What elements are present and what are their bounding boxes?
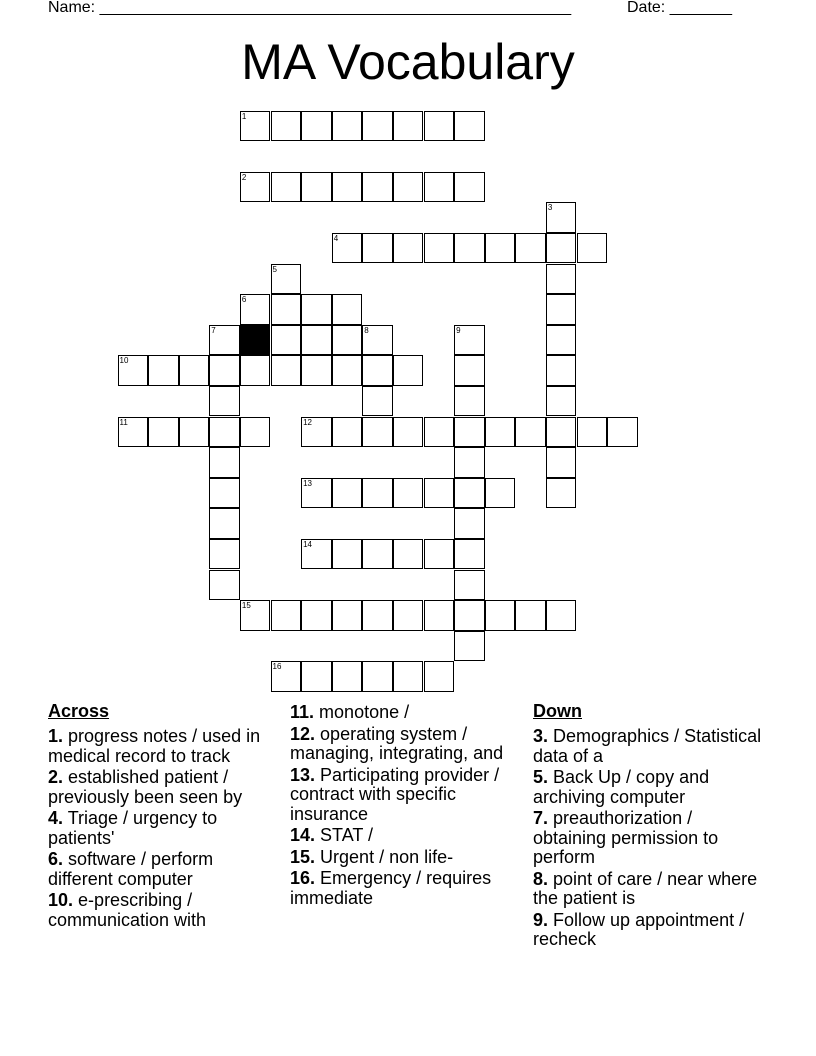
across-heading: Across <box>48 701 110 721</box>
crossword-cell[interactable] <box>546 417 577 448</box>
crossword-cell[interactable] <box>577 417 608 448</box>
crossword-cell[interactable] <box>332 294 363 325</box>
clue-number: 1. <box>48 726 64 746</box>
across-clues <box>48 700 280 932</box>
crossword-cell[interactable] <box>485 478 516 509</box>
crossword-cell[interactable] <box>209 417 240 448</box>
clue-text: Urgent / non life- <box>320 846 454 867</box>
crossword-cell[interactable] <box>332 233 363 264</box>
cell-number: 4 <box>333 233 339 243</box>
crossword-cell[interactable] <box>454 355 485 386</box>
clue-number: 3. <box>533 726 549 746</box>
clue-number: 7. <box>533 808 549 828</box>
clue-text: Emergency / requires immediate <box>290 868 492 908</box>
crossword-cell[interactable] <box>607 417 638 448</box>
crossword-cell[interactable] <box>454 172 485 203</box>
crossword-cell[interactable] <box>209 478 240 509</box>
crossword-cell[interactable] <box>454 386 485 417</box>
cell-number: 8 <box>364 325 369 335</box>
clue-number: 4. <box>48 808 64 828</box>
clue-across-10 <box>48 891 280 930</box>
crossword-cell[interactable] <box>301 417 332 448</box>
clue-text: progress notes / used in medical record to track <box>48 726 261 766</box>
crossword-cell[interactable] <box>362 600 393 631</box>
crossword-cell[interactable] <box>485 233 516 264</box>
crossword-cell[interactable] <box>332 478 363 509</box>
crossword-cell[interactable] <box>240 294 271 325</box>
crossword-cell[interactable] <box>577 233 608 264</box>
crossword-cell[interactable] <box>301 172 332 203</box>
crossword-cell[interactable] <box>332 172 363 203</box>
crossword-cell[interactable] <box>546 355 577 386</box>
cell-number: 16 <box>272 662 282 672</box>
clue-number: 6. <box>48 849 64 869</box>
clue-text: STAT / <box>320 825 374 845</box>
crossword-cell[interactable] <box>546 294 577 325</box>
clue-across-14 <box>290 826 505 846</box>
clue-number: 5. <box>533 767 549 787</box>
crossword-cell[interactable] <box>546 478 577 509</box>
crossword-cell[interactable] <box>454 631 485 662</box>
clue-across-6 <box>48 850 280 889</box>
page-title: MA Vocabulary <box>241 34 575 90</box>
crossword-cell[interactable] <box>209 570 240 601</box>
crossword-cell[interactable] <box>118 355 149 386</box>
crossword-cell[interactable] <box>546 202 577 233</box>
clue-across-2 <box>48 768 280 807</box>
cell-number: 9 <box>456 325 461 335</box>
crossword-cell[interactable] <box>240 111 271 142</box>
clue-text: Demographics / Statistical data of a <box>533 726 762 766</box>
crossword-cell[interactable] <box>209 539 240 570</box>
crossword-cell[interactable] <box>362 355 393 386</box>
crossword-cell[interactable] <box>301 600 332 631</box>
crossword-cell[interactable] <box>332 325 363 356</box>
crossword-cell[interactable] <box>454 570 485 601</box>
clue-across-12 <box>290 725 505 764</box>
clue-down-7 <box>533 809 763 868</box>
crossword-cell[interactable] <box>454 417 485 448</box>
crossword-cell[interactable] <box>393 111 424 142</box>
crossword-cell[interactable] <box>148 355 179 386</box>
crossword-cell[interactable] <box>424 478 455 509</box>
clue-text: point of care / near where the patient is <box>533 868 758 908</box>
crossword-cell[interactable] <box>546 233 577 264</box>
crossword-cell[interactable] <box>332 355 363 386</box>
crossword-cell[interactable] <box>301 111 332 142</box>
crossword-cell[interactable] <box>271 172 302 203</box>
crossword-cell[interactable] <box>362 386 393 417</box>
crossword-cell[interactable] <box>179 417 210 448</box>
cell-number: 6 <box>241 295 247 305</box>
crossword-cell[interactable] <box>546 264 577 295</box>
clue-text: established patient / previously been seen by <box>48 767 243 807</box>
clue-text: Follow up appointment / recheck <box>533 909 745 949</box>
crossword-cell[interactable] <box>362 539 393 570</box>
down-heading: Down <box>533 701 582 721</box>
clue-text: preauthorization / obtaining permission to perform <box>533 808 719 867</box>
crossword-cell[interactable] <box>424 539 455 570</box>
crossword-cell[interactable] <box>454 233 485 264</box>
crossword-cell[interactable] <box>271 600 302 631</box>
clue-across-1 <box>48 727 280 766</box>
crossword-cell[interactable] <box>362 233 393 264</box>
clue-text: software / perform different computer <box>48 849 214 889</box>
crossword-cell[interactable] <box>362 417 393 448</box>
clue-across-4 <box>48 809 280 848</box>
crossword-cell[interactable] <box>424 233 455 264</box>
cell-number: 12 <box>303 417 312 427</box>
crossword-cell[interactable] <box>485 600 516 631</box>
clue-across-15 <box>290 848 505 868</box>
crossword-cell[interactable] <box>301 661 332 692</box>
crossword-cell[interactable] <box>209 325 240 356</box>
crossword-cell[interactable] <box>209 386 240 417</box>
clue-number: 15. <box>290 846 316 867</box>
crossword-cell[interactable] <box>301 539 332 570</box>
crossword-cell[interactable] <box>240 600 271 631</box>
crossword-cell[interactable] <box>424 661 455 692</box>
cell-number: 11 <box>119 417 128 427</box>
crossword-cell[interactable] <box>454 447 485 478</box>
crossword-cell[interactable] <box>362 325 393 356</box>
crossword-cell[interactable] <box>240 172 271 203</box>
clue-text: monotone / <box>319 702 410 722</box>
crossword-cell[interactable] <box>271 325 302 356</box>
clue-number: 2. <box>48 767 64 787</box>
crossword-cell[interactable] <box>485 417 516 448</box>
crossword-cell[interactable] <box>209 355 240 386</box>
crossword-cell[interactable] <box>515 233 546 264</box>
crossword-cell[interactable] <box>454 600 485 631</box>
crossword-cell[interactable] <box>362 478 393 509</box>
crossword-cell[interactable] <box>393 355 424 386</box>
crossword-cell[interactable] <box>271 355 302 386</box>
clue-number: 14. <box>290 825 316 845</box>
clue-text: operating system / managing, integrating, and <box>290 723 504 763</box>
crossword-cell[interactable] <box>301 478 332 509</box>
crossword-cell[interactable] <box>515 600 546 631</box>
crossword-cell[interactable] <box>546 600 577 631</box>
across-clues-continued <box>290 703 505 910</box>
crossword-cell[interactable] <box>179 355 210 386</box>
clue-number: 13. <box>290 764 316 785</box>
crossword-cell[interactable] <box>515 417 546 448</box>
crossword-cell[interactable] <box>362 661 393 692</box>
clue-text: Back Up / copy and archiving computer <box>533 767 710 807</box>
crossword-cell[interactable] <box>393 233 424 264</box>
date-field-label: Date: _______ <box>627 0 732 16</box>
crossword-cell[interactable] <box>424 172 455 203</box>
cell-number: 10 <box>119 356 129 366</box>
clue-number: 9. <box>533 909 549 930</box>
crossword-cell[interactable] <box>332 417 363 448</box>
clue-across-11 <box>290 703 505 723</box>
clue-down-8 <box>533 870 763 909</box>
clue-text: e-prescribing / communication with <box>48 890 207 930</box>
crossword-cell[interactable] <box>424 111 455 142</box>
cell-number: 1 <box>241 111 247 121</box>
crossword-cell[interactable] <box>148 417 179 448</box>
crossword-cell[interactable] <box>393 661 424 692</box>
crossword-cell[interactable] <box>546 386 577 417</box>
clue-down-5 <box>533 768 763 807</box>
crossword-cell[interactable] <box>240 417 271 448</box>
cell-number: 7 <box>211 325 216 335</box>
crossword-black-cell <box>240 325 271 356</box>
crossword-cell[interactable] <box>546 447 577 478</box>
clue-number: 8. <box>533 868 549 889</box>
crossword-cell[interactable] <box>393 478 424 509</box>
crossword-cell[interactable] <box>271 294 302 325</box>
crossword-cell[interactable] <box>454 539 485 570</box>
crossword-cell[interactable] <box>209 508 240 539</box>
crossword-cell[interactable] <box>424 600 455 631</box>
crossword-cell[interactable] <box>454 111 485 142</box>
clue-number: 10. <box>48 890 74 910</box>
clue-number: 11. <box>290 702 315 722</box>
clue-across-16 <box>290 869 505 908</box>
crossword-cell[interactable] <box>362 111 393 142</box>
clue-down-9 <box>533 911 763 950</box>
crossword-cell[interactable] <box>271 111 302 142</box>
cell-number: 14 <box>303 539 312 549</box>
crossword-cell[interactable] <box>393 539 424 570</box>
clue-down-3 <box>533 727 763 766</box>
cell-number: 3 <box>547 203 553 213</box>
crossword-cell[interactable] <box>393 600 424 631</box>
crossword-cell[interactable] <box>362 172 393 203</box>
clue-text: Triage / urgency to patients' <box>48 808 218 848</box>
crossword-cell[interactable] <box>301 355 332 386</box>
crossword-cell[interactable] <box>240 355 271 386</box>
crossword-cell[interactable] <box>454 325 485 356</box>
clue-number: 12. <box>290 723 316 744</box>
crossword-cell[interactable] <box>546 325 577 356</box>
cell-number: 2 <box>241 172 247 182</box>
clue-text: Participating provider / contract with specific insurance <box>290 764 500 824</box>
crossword-cell[interactable] <box>271 661 302 692</box>
crossword-cell[interactable] <box>332 600 363 631</box>
crossword-cell[interactable] <box>271 264 302 295</box>
crossword-cell[interactable] <box>454 478 485 509</box>
clue-number: 16. <box>290 868 316 888</box>
down-clues <box>533 700 763 952</box>
cell-number: 5 <box>272 264 277 274</box>
crossword-cell[interactable] <box>332 111 363 142</box>
crossword-cell[interactable] <box>332 661 363 692</box>
crossword-cell[interactable] <box>332 539 363 570</box>
name-field-label: Name: _____________________________________________________ <box>48 0 572 16</box>
crossword-cell[interactable] <box>118 417 149 448</box>
crossword-cell[interactable] <box>454 508 485 539</box>
crossword-cell[interactable] <box>424 417 455 448</box>
crossword-cell[interactable] <box>393 417 424 448</box>
clue-across-13 <box>290 766 505 825</box>
crossword-cell[interactable] <box>209 447 240 478</box>
crossword-cell[interactable] <box>301 325 332 356</box>
cell-number: 13 <box>303 478 312 488</box>
crossword-cell[interactable] <box>301 294 332 325</box>
crossword-cell[interactable] <box>393 172 424 203</box>
cell-number: 15 <box>241 601 251 611</box>
